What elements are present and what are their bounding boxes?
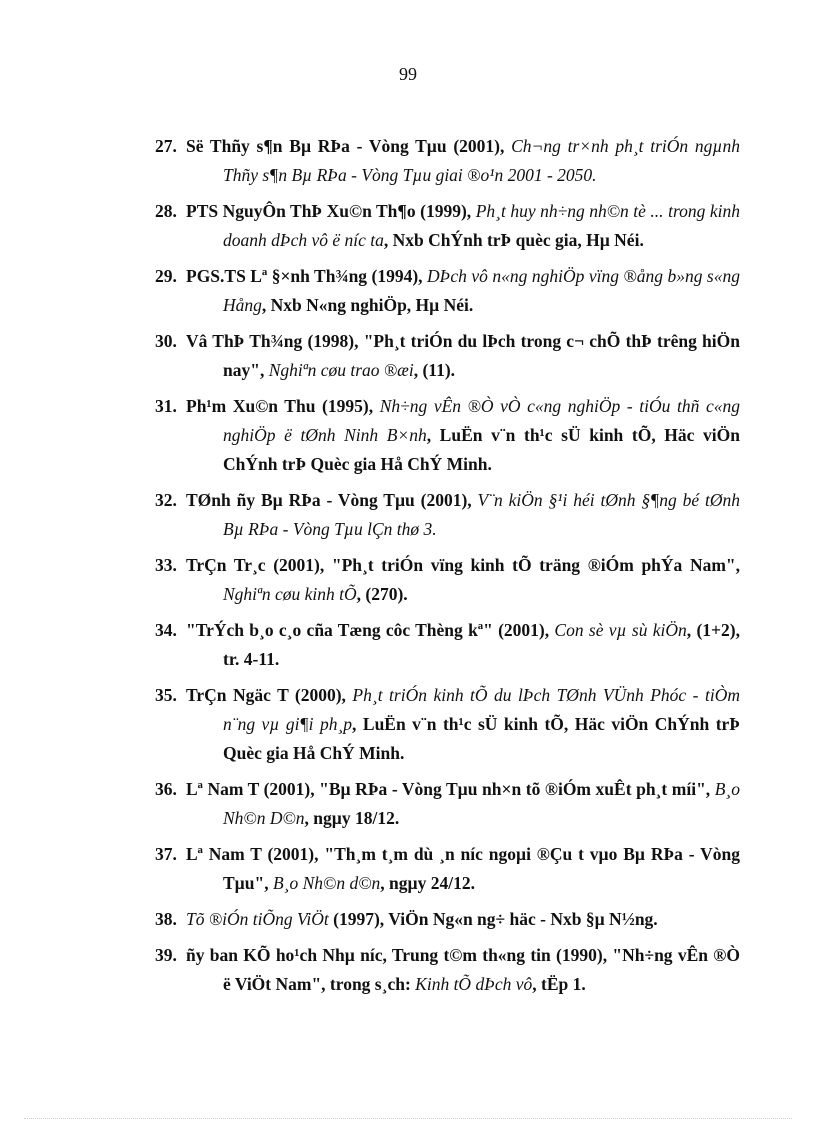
reference-number: 37. <box>155 844 177 864</box>
reference-author: Vâ ThÞ Th¾ng (1998), "Ph¸t triÓn du lÞch trong c¬ chÕ thÞ trêng hiÖn nay", <box>186 331 740 380</box>
reference-title: Nghiªn cøu trao ®æi <box>268 360 414 380</box>
reference-author: TØnh ñy Bµ RÞa - Vòng Tµu (2001), <box>186 490 478 510</box>
reference-publisher: , Nxb ChÝnh trÞ quèc gia, Hµ Néi. <box>383 230 644 250</box>
reference-publisher: , ngµy 18/12. <box>304 808 400 828</box>
reference-publisher: , LuËn v¨n th¹c sÜ kinh tÕ, Häc viÖn ChÝnh trÞ Quèc gia Hå ChÝ Minh. <box>223 425 740 474</box>
reference-author: ñy ban KÕ ho¹ch Nhµ níc, Trung t©m th«ng tin (1990), "Nh÷ng vÊn ®Ò ë ViÖt Nam", trong s¸ch: <box>186 945 740 994</box>
reference-author: Së Thñy s¶n Bµ RÞa - Vòng Tµu (2001), <box>186 136 512 156</box>
reference-publisher: , tËp 1. <box>532 974 586 994</box>
reference-publisher: , ngµy 24/12. <box>380 873 475 893</box>
reference-publisher: , (11). <box>413 360 456 380</box>
reference-title: Kinh tÕ dÞch vô <box>415 974 533 994</box>
reference-number: 30. <box>155 331 177 351</box>
reference-author: TrÇn Tr¸c (2001), "Ph¸t triÓn vïng kinh tÕ träng ®iÓm phÝa Nam", <box>186 555 740 575</box>
reference-item <box>155 486 740 544</box>
page-bottom-divider <box>24 1118 792 1119</box>
reference-publisher: , (1+2), tr. 4-11. <box>223 620 740 669</box>
reference-author: PTS NguyÔn ThÞ Xu©n Th¶o (1999), <box>186 201 476 221</box>
reference-author: PGS.TS Lª §×nh Th¾ng (1994), <box>186 266 428 286</box>
reference-title: Ph¸t triÓn kinh tÕ du lÞch TØnh VÜnh Phóc - tiÒm n¨ng vµ gi¶i ph¸p <box>223 685 740 734</box>
reference-number: 28. <box>155 201 177 221</box>
reference-item <box>155 327 740 385</box>
reference-number: 38. <box>155 909 177 929</box>
reference-item <box>155 840 740 898</box>
reference-publisher: , LuËn v¨n th¹c sÜ kinh tÕ, Häc viÖn ChÝnh trÞ Quèc gia Hå ChÝ Minh. <box>223 714 740 763</box>
reference-item <box>155 392 740 479</box>
reference-title: B¸o Nh©n d©n <box>272 873 381 893</box>
reference-publisher: , (270). <box>356 584 408 604</box>
reference-item <box>155 197 740 255</box>
reference-number: 35. <box>155 685 177 705</box>
reference-number: 39. <box>155 945 177 965</box>
reference-author: Lª Nam T (2001), "Th¸m t¸m dù ¸n níc ngoµi ®Çu t vµo Bµ RÞa - Vòng Tµu", <box>186 844 740 893</box>
reference-item <box>155 681 740 768</box>
reference-title: Ph¸t huy nh÷ng nh©n tè ... trong kinh doanh dÞch vô ë níc ta <box>223 201 740 250</box>
reference-number: 36. <box>155 779 177 799</box>
reference-number: 32. <box>155 490 177 510</box>
reference-number: 27. <box>155 136 177 156</box>
reference-title: V¨n kiÖn §¹i héi tØnh §¶ng bé tØnh Bµ RÞa - Vòng Tµu lÇn thø 3. <box>223 490 740 539</box>
reference-item <box>155 262 740 320</box>
reference-item <box>155 616 740 674</box>
reference-author: Ph¹m Xu©n Thu (1995), <box>186 396 380 416</box>
reference-item <box>155 132 740 190</box>
reference-number: 31. <box>155 396 177 416</box>
reference-title: Con sè vµ sù kiÖn <box>554 620 687 640</box>
reference-title: Nh÷ng vÊn ®Ò vÒ c«ng nghiÖp - tiÓu thñ c«ng nghiÖp ë tØnh Ninh B×nh <box>223 396 740 445</box>
reference-publisher: , Nxb N«ng nghiÖp, Hµ Néi. <box>261 295 474 315</box>
reference-publisher: (1997), ViÖn Ng«n ng÷ häc - Nxb §µ N½ng. <box>328 909 658 929</box>
reference-number: 29. <box>155 266 177 286</box>
reference-number: 33. <box>155 555 177 575</box>
reference-author: TrÇn Ngäc T (2000), <box>186 685 353 705</box>
reference-number: 34. <box>155 620 177 640</box>
reference-item <box>155 905 740 934</box>
reference-title: B¸o Nh©n D©n <box>223 779 740 828</box>
reference-item <box>155 775 740 833</box>
reference-list <box>155 132 740 1006</box>
reference-author: "TrÝch b¸o c¸o cña Tæng côc Thèng kª" (2001), <box>186 620 555 640</box>
page-number: 99 <box>399 64 417 84</box>
reference-title: Ch¬ng tr×nh ph¸t triÓn ngµnh Thñy s¶n Bµ RÞa - Vòng Tµu giai ®o¹n 2001 - 2050. <box>223 136 740 185</box>
reference-author: Lª Nam T (2001), "Bµ RÞa - Vòng Tµu nh×n tõ ®iÓm xuÊt ph¸t míi", <box>186 779 715 799</box>
reference-title: Nghiªn cøu kinh tÕ <box>223 584 357 604</box>
reference-title: DÞch vô n«ng nghiÖp vïng ®ång b»ng s«ng Hång <box>223 266 740 315</box>
reference-title: Tõ ®iÓn tiÕng ViÖt <box>186 909 329 929</box>
reference-item <box>155 551 740 609</box>
reference-item <box>155 941 740 999</box>
